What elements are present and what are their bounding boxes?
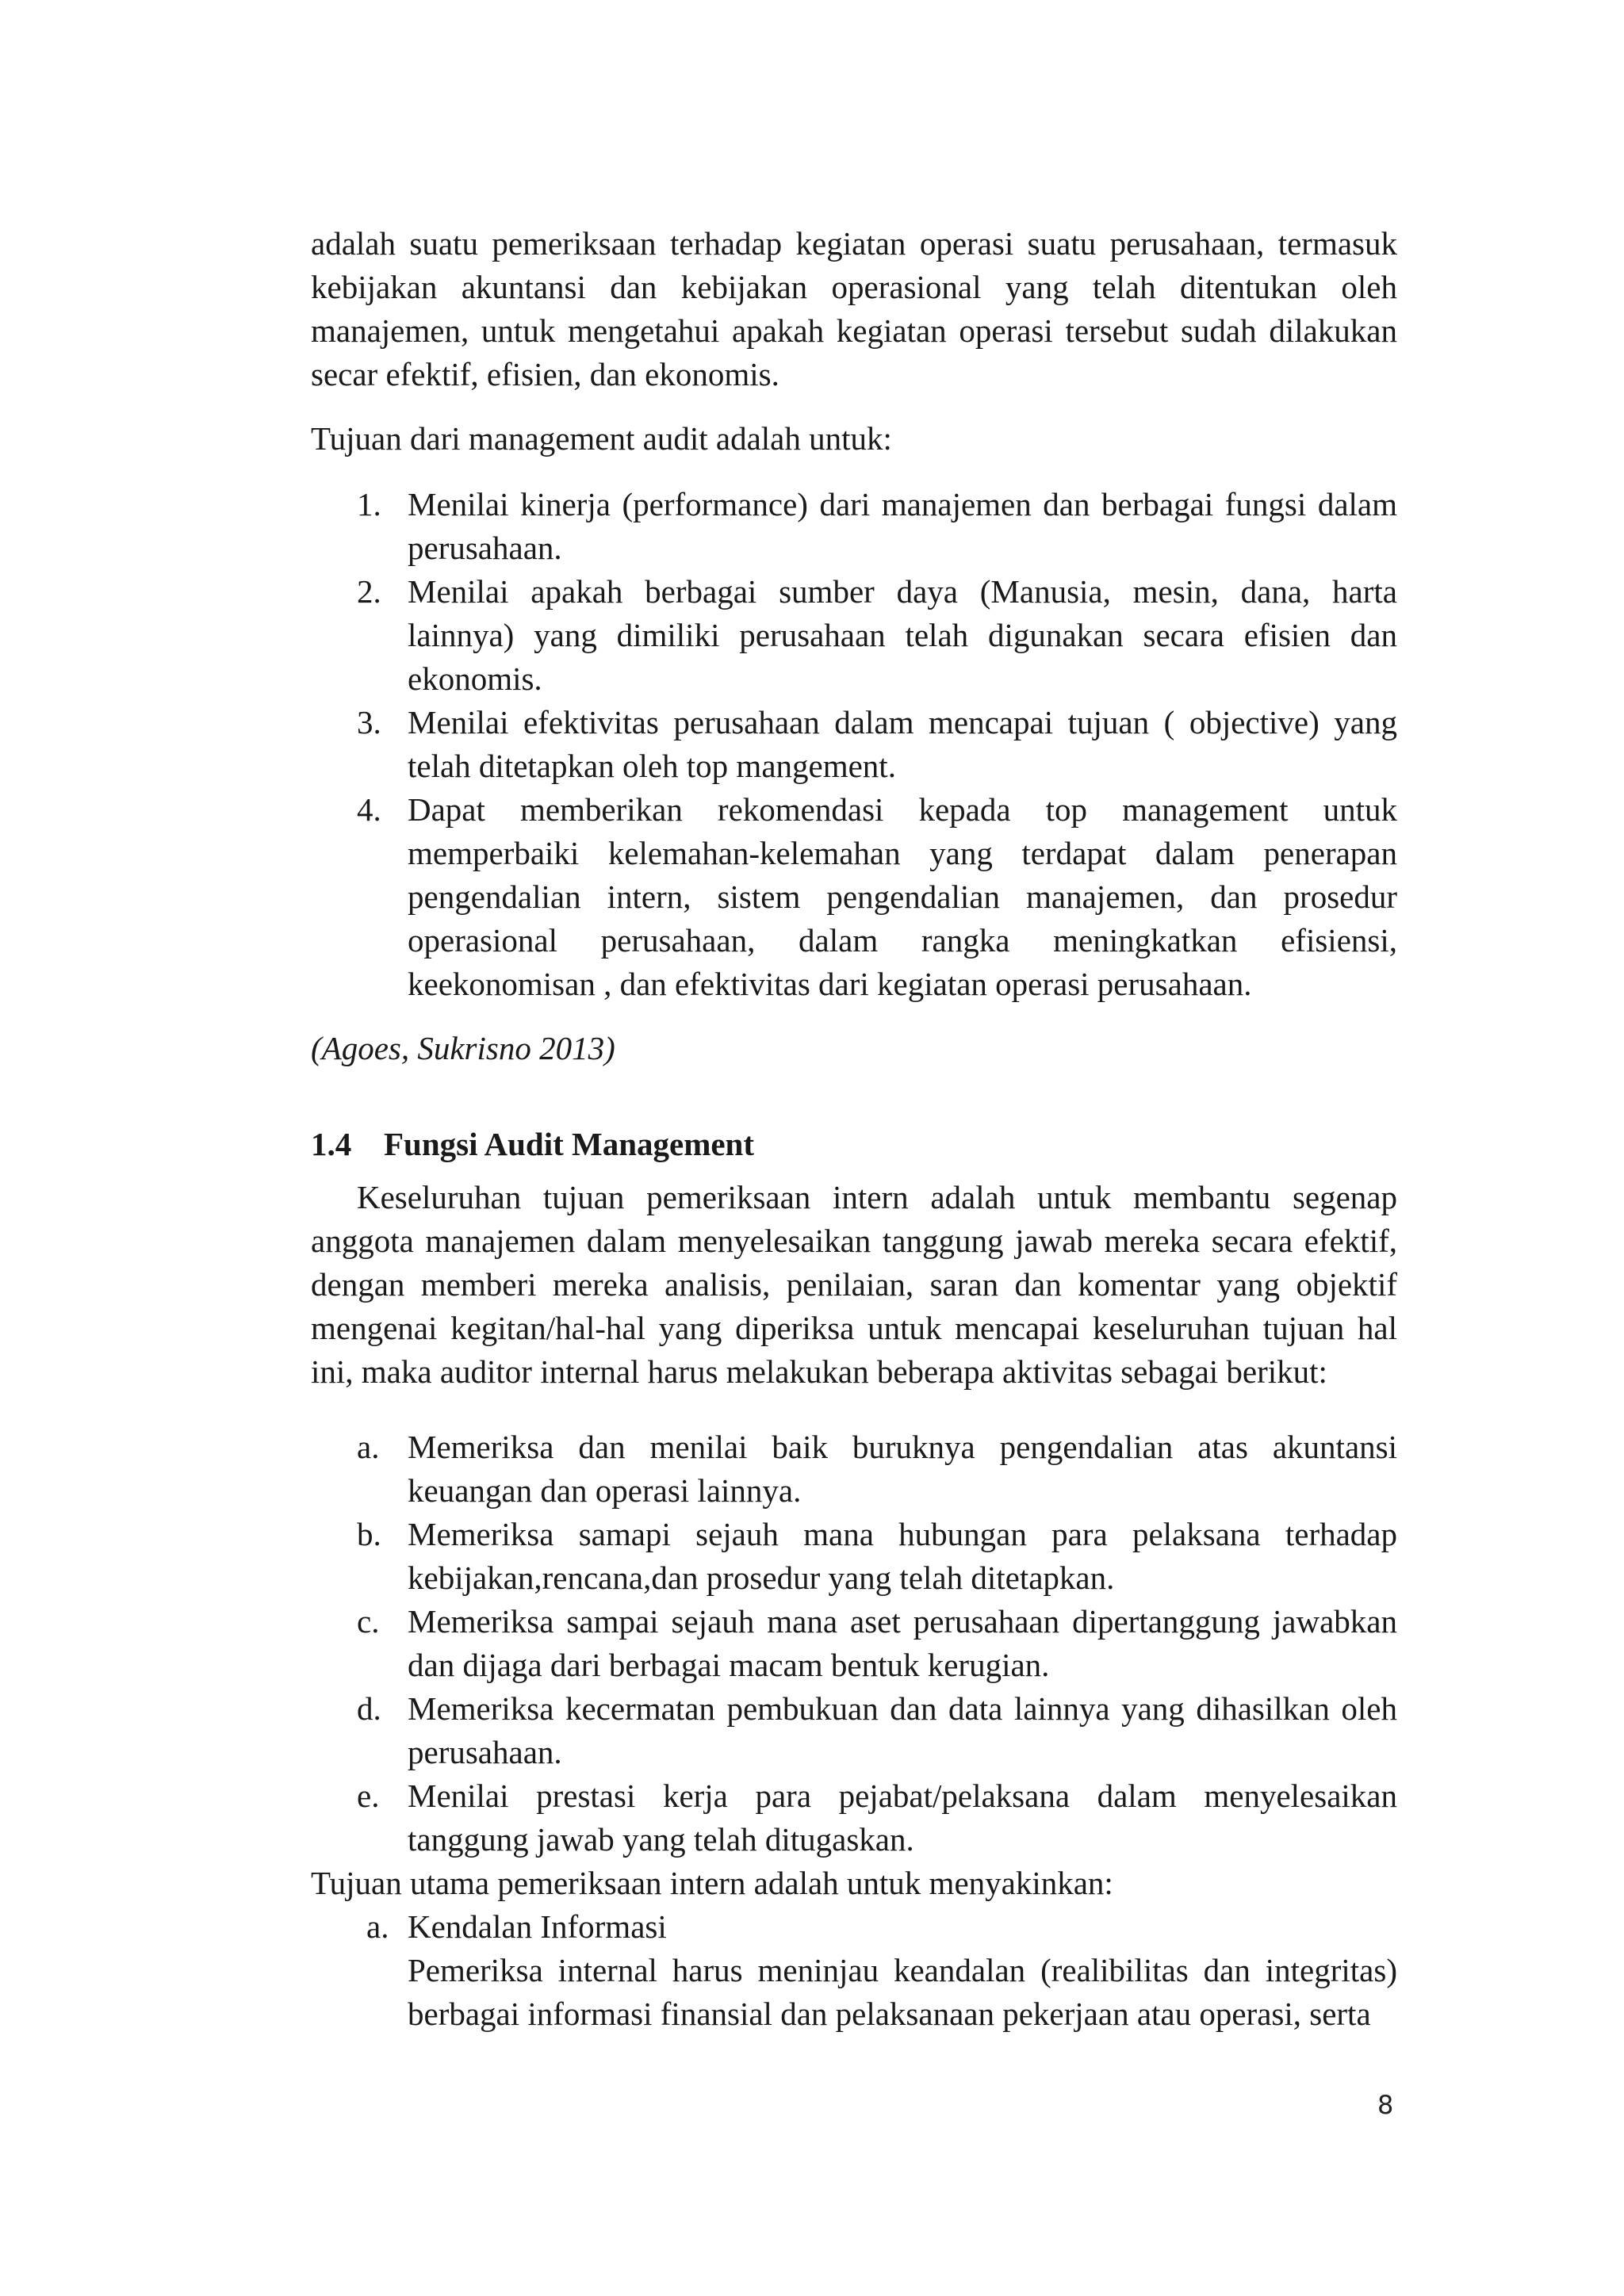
- list-item: [357, 1513, 1397, 1600]
- list-item-text: Memeriksa kecermatan pembukuan dan data lainnya yang dihasilkan oleh perusahaan.: [408, 1690, 1397, 1770]
- list-item: [357, 1687, 1397, 1774]
- list-marker: e.: [357, 1777, 380, 1814]
- sub-item-body: Pemeriksa internal harus meninjau keandalan (realibilitas dan integritas) berbagai informasi finansial dan pelaksanaan pekerjaan atau operasi, serta: [408, 1952, 1397, 2032]
- page-number: 8: [1377, 2090, 1394, 2120]
- list-item: [357, 1774, 1397, 1862]
- list-item-text: Memeriksa dan menilai baik buruknya pengendalian atas akuntansi keuangan dan operasi lainnya.: [408, 1429, 1397, 1509]
- section-title: Fungsi Audit Management: [384, 1126, 754, 1162]
- list-marker: c.: [357, 1603, 380, 1640]
- list-marker: a.: [357, 1429, 380, 1465]
- list-marker: b.: [357, 1516, 381, 1552]
- list-marker: 4.: [357, 791, 381, 828]
- sub-item-heading: [311, 1905, 1397, 1949]
- list-item-text: Menilai efektivitas perusahaan dalam mencapai tujuan ( objective) yang telah ditetapkan oleh top mangement.: [408, 704, 1397, 784]
- list-item-text: Dapat memberikan rekomendasi kepada top management untuk memperbaiki kelemahan-kelemahan yang terdapat dalam penerapan pengendalian intern, sistem pengendalian manajemen, dan prosedur operasional perusahaan, dalam rangka meningkatkan efisiensi, keekonomisan , dan efektivitas dari kegiatan operasi perusahaan.: [408, 791, 1397, 1002]
- sub-item-marker: a.: [366, 1908, 389, 1945]
- tujuan-utama: Tujuan utama pemeriksaan intern adalah untuk menyakinkan:: [311, 1865, 1113, 1901]
- tujuan-list: [311, 483, 1397, 1006]
- list-item-text: Memeriksa sampai sejauh mana aset perusahaan dipertanggung jawabkan dan dijaga dari berbagai macam bentuk kerugian.: [408, 1603, 1397, 1683]
- document-page: [311, 222, 1397, 2036]
- tujuan-intro: Tujuan dari management audit adalah untuk:: [311, 420, 892, 457]
- list-marker: 2.: [357, 573, 381, 610]
- list-item-text: Memeriksa samapi sejauh mana hubungan para pelaksana terhadap kebijakan,rencana,dan prosedur yang telah ditetapkan.: [408, 1516, 1397, 1596]
- list-item: [357, 570, 1397, 701]
- list-item: [357, 1600, 1397, 1687]
- list-item-text: Menilai apakah berbagai sumber daya (Manusia, mesin, dana, harta lainnya) yang dimiliki perusahaan telah digunakan secara efisien dan ekonomis.: [408, 573, 1397, 697]
- section-number: 1.4: [311, 1126, 352, 1162]
- list-item: [357, 483, 1397, 570]
- list-item: [357, 1425, 1397, 1513]
- citation: (Agoes, Sukrisno 2013): [311, 1030, 615, 1066]
- list-item-text: Menilai prestasi kerja para pejabat/pelaksana dalam menyelesaikan tanggung jawab yang telah ditugaskan.: [408, 1777, 1397, 1858]
- list-marker: 3.: [357, 704, 381, 740]
- sub-item-title: Kendalan Informasi: [408, 1908, 667, 1945]
- list-marker: 1.: [357, 486, 381, 522]
- list-item: [357, 788, 1397, 1006]
- section-heading: [311, 1123, 1397, 1166]
- list-marker: d.: [357, 1690, 381, 1727]
- list-item-text: Menilai kinerja (performance) dari manajemen dan berbagai fungsi dalam perusahaan.: [408, 486, 1397, 566]
- section-paragraph: Keseluruhan tujuan pemeriksaan intern adalah untuk membantu segenap anggota manajemen dalam menyelesaikan tanggung jawab mereka secara efektif, dengan memberi mereka analisis, penilaian, saran dan komentar yang objektif mengenai kegitan/hal-hal yang diperiksa untuk mencapai keseluruhan tujuan hal ini, maka auditor internal harus melakukan beberapa aktivitas sebagai berikut:: [311, 1179, 1397, 1390]
- intro-paragraph: adalah suatu pemeriksaan terhadap kegiatan operasi suatu perusahaan, termasuk kebijakan akuntansi dan kebijakan operasional yang telah ditentukan oleh manajemen, untuk mengetahui apakah kegiatan operasi tersebut sudah dilakukan secar efektif, efisien, dan ekonomis.: [311, 225, 1397, 392]
- list-item: [357, 701, 1397, 788]
- activity-list: [311, 1425, 1397, 1862]
